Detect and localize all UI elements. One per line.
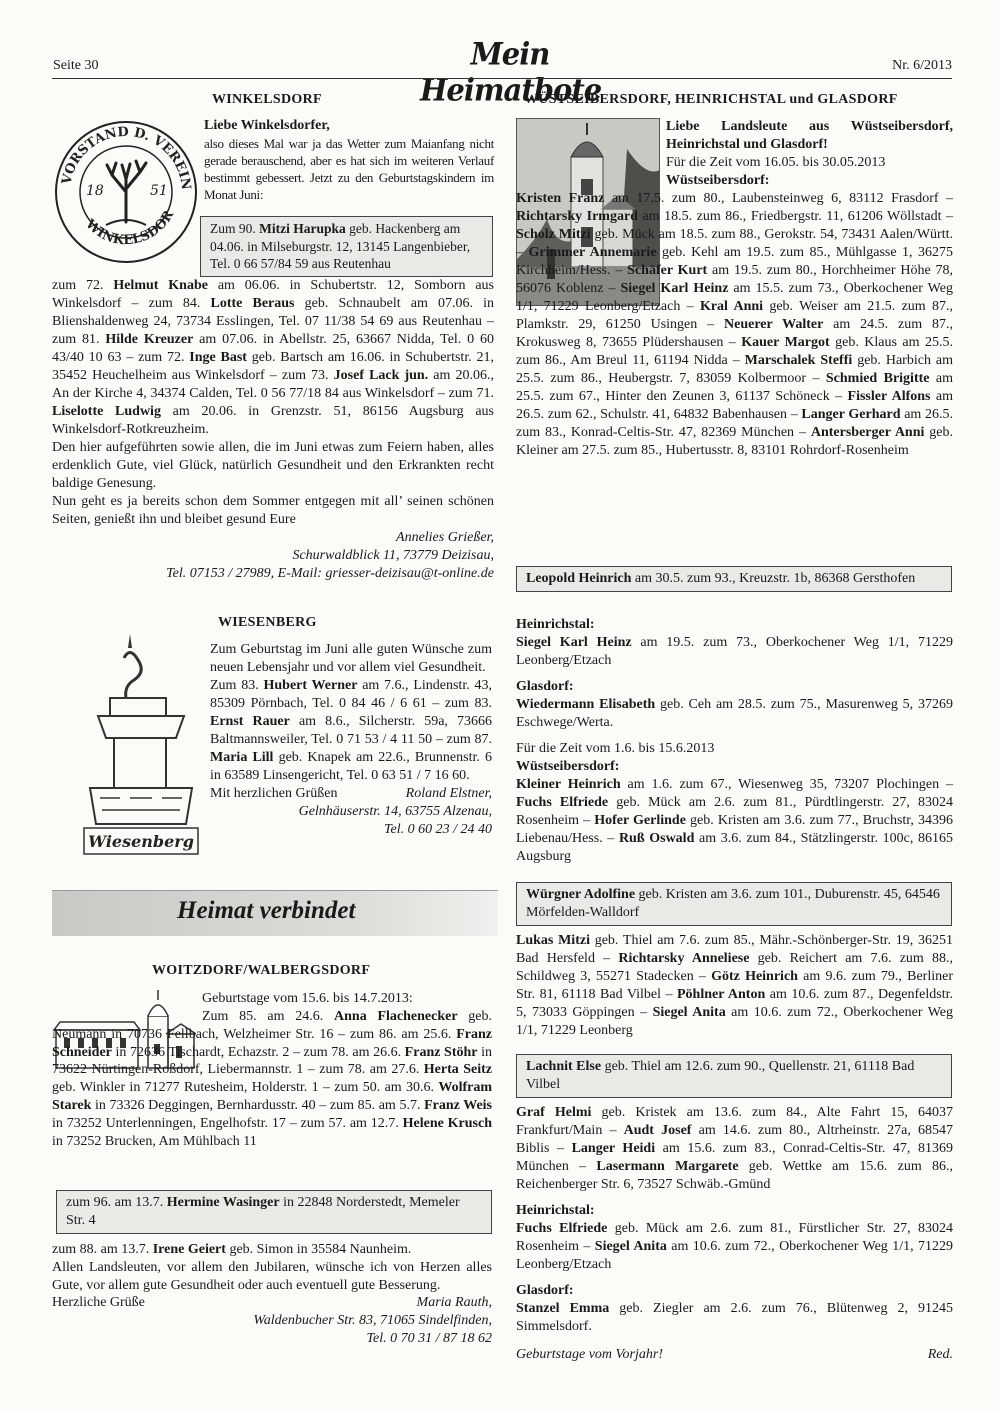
woitzdorf-body: [52, 1008, 492, 1150]
person-name: Marschalek Steffi: [744, 353, 853, 368]
footer-note-row: [516, 1346, 953, 1364]
woitzdorf-signature-name: Maria Rauth,: [416, 1295, 492, 1311]
entry-text: geb. Mück am 2.6. zum 81., Fürstlicher Str. 27, 83024 Rosenheim –: [516, 1221, 953, 1254]
woitzdorf-period: Geburtstage vom 15.6. bis 14.7.2013:: [202, 991, 413, 1006]
person-name: Kleiner Heinrich: [516, 777, 621, 792]
heinrichstal-list-2: [516, 1220, 953, 1274]
woitzdorf-highlight-box: [56, 1190, 492, 1234]
entry-text: am 26.5. zum 62., Schulstr. 41, 64832 Babenhausen –: [516, 389, 953, 422]
box-suffix: geb. Hackenberg am 04.06. in Milseburgstr. 12, 13145 Langenbieber, Tel. 0 66 57/84 59 aus Reutenhau: [210, 221, 471, 271]
woitzdorf-after: [52, 1241, 492, 1259]
person-name: Audt Josef: [623, 1123, 692, 1138]
heimat-verbindet-banner: [52, 890, 498, 936]
person-name: Richtarsky Anneliese: [618, 951, 750, 966]
banner-text: Heimat verbindet: [177, 897, 356, 924]
person-name: Scholz Mitzi: [516, 227, 591, 242]
person-name: Fuchs Elfriede: [516, 1221, 608, 1236]
winkelsdorf-signature-address: Schurwaldblick 11, 73779 Deizisau,: [292, 548, 494, 563]
section-title-woitzdorf: WOITZDORF/WALBERGSDORF: [152, 963, 371, 978]
entry-text: geb. Winkler in 71277 Rutesheim, Holderstr. 1 – zum 50. am 30.6.: [52, 1080, 439, 1096]
winkelsdorf-seal-icon: [52, 117, 200, 267]
wuest-period2: Für die Zeit vom 1.6. bis 15.6.2013: [516, 741, 715, 756]
person-name: Fuchs Elfriede: [516, 795, 609, 810]
box-suffix: geb. Thiel am 12.6. zum 90., Quellenstr. 21, 61118 Bad Vilbel: [526, 1059, 915, 1092]
svg-text:WINKELSDORF: WINKELSDOR: [82, 208, 178, 249]
person-name: Ernst Rauer: [210, 714, 290, 729]
entry-text: geb. Reichert am 7.6. zum 88., Schildweg 3, 55271 Stadecken –: [516, 951, 953, 984]
person-name: Maria Lill: [210, 750, 274, 765]
wuest-intro: [666, 118, 953, 190]
entry-text: am 19.5. zum 73., Oberkochener Weg 1/1, 71229 Leonberg/Etzach: [516, 635, 953, 668]
person-name: Götz Heinrich: [711, 969, 798, 984]
wuest-block-2: [516, 616, 953, 866]
svg-text:Wiesenberg: Wiesenberg: [88, 832, 194, 851]
entry-text: Zum 85. am 24.6.: [202, 1009, 335, 1024]
wuest-period1: Für die Zeit vom 16.05. bis 30.05.2013: [666, 155, 886, 170]
box-suffix: in 22848 Norderstedt, Memeler Str. 4: [66, 1195, 460, 1228]
entry-text: geb. Kehl am 19.5. zum 85., Mühlgasse 1, 36275 Kirchheim/Hess. –: [516, 245, 953, 278]
wiesenberg-body: [210, 641, 492, 839]
winkelsdorf-intro-text: also dieses Mal war ja das Wetter zum Maianfang nicht gerade berauschend, aber es hat sich im weiteren Verlauf bestimmt gebessert. Jetzt zu den Geburtstagskindern im Monat Juni:: [204, 136, 494, 202]
winkelsdorf-highlight-box: [200, 216, 493, 277]
person-name: Fissler Alfons: [847, 389, 931, 404]
wiesenberg-signature-name: Roland Elstner,: [405, 786, 492, 801]
wuest-block-4: [516, 1104, 953, 1364]
person-name: Kauer Margot: [741, 335, 830, 350]
wiesenberg-signature-contact: Tel. 0 60 23 / 24 40: [384, 822, 492, 837]
winkelsdorf-closing2: Nun geht es ja bereits schon dem Sommer entgegen mit all’ seinen schönen Seiten, genießt ihn und bleibet gesund Eure: [52, 494, 494, 527]
entry-text: am 26.5. zum 83., Konrad-Celtis-Str. 47, 82369 München –: [516, 407, 954, 440]
person-name: Josef Lack jun.: [333, 368, 429, 383]
entry-text: am 20.06., An der Kirche 4, 34374 Calden, Tel. 0 56 77/18 84 aus Winkelsdorf – zum 71.: [52, 368, 494, 401]
entry-text: geb. Kristen am 3.6. zum 77., Bruchstr, 34396 Liebenau/Hess. –: [516, 813, 954, 846]
box-name: Hermine Wasinger: [166, 1195, 280, 1210]
wuest-list-3-text: [516, 932, 953, 1040]
entry-text: am 17.5. zum 80., Laubensteinweg 6, 83112 Frasdorf –: [604, 191, 954, 206]
person-name: Lotte Beraus: [210, 296, 295, 311]
wiesenberg-intro: Zum Geburtstag im Juni alle guten Wünsche zum neuen Lebensjahr und vor allem viel Gesundheit.: [210, 642, 492, 675]
person-name: Irene Geiert: [152, 1242, 226, 1257]
person-name: Siegel Anita: [594, 1239, 667, 1254]
entry-text: am 10.6. zum 72., Oberkochener Weg 1/1, 71229 Leonberg: [516, 1005, 954, 1038]
woitzdorf-closing-block: [52, 1241, 492, 1348]
entry-text: am 15.5. zum 73., Oberkochener Weg 1/1, 71229 Leonberg/Etzach –: [516, 281, 953, 314]
entry-text: geb. Harbich am 25.5. zum 86., Heubergstr. 7, 83059 Kolbermoor –: [516, 353, 953, 386]
wiesenberg-list: [210, 677, 492, 785]
masthead-logo: Mein Heimatbote: [420, 36, 602, 108]
entry-text: geb. Schnaubelt am 07.06. in Blienshaldenweg 24, 73734 Esslingen, Tel. 07 11/38 54 69 aus Reutenhau – zum 81.: [52, 296, 494, 347]
person-name: Lukas Mitzi: [516, 933, 590, 948]
entry-text: am 10.6. zum 72., Oberkochener Weg 1/1, 71229 Leonberg/Etzach: [516, 1239, 953, 1272]
person-name: Hubert Werner: [263, 678, 358, 693]
person-name: Herta Seitz: [423, 1062, 492, 1078]
entry-text: am 8.6., Silcherstr. 59a, 73666 Baltmannsweiler, Tel. 0 71 53 / 4 11 50 – zum 87.: [210, 714, 492, 747]
person-name: Siegel Karl Heinz: [620, 281, 729, 296]
svg-text:VORSTAND D. VEREINT GEMEINDE: VORSTAND D. VEREIN: [59, 124, 194, 191]
glasdorf-list-2: [516, 1300, 953, 1336]
entry-text: geb. Kristek am 13.6. zum 84., Alte Fahrt 15, 64037 Frankfurt/Main –: [516, 1105, 953, 1138]
entry-text: geb. Ziegler am 2.6. zum 76., Blütenweg 2, 91245 Simmelsdorf.: [516, 1301, 954, 1334]
box-name: Würgner Adolfine: [526, 887, 636, 902]
section-title-wuestseibersdorf: WÜSTSEIBERSDORF, HEINRICHSTAL und GLASDORF: [524, 92, 898, 107]
entry-text: geb. Thiel am 7.6. zum 85., Mähr.-Schönberger-Str. 19, 36251 Bad Hersfeld –: [516, 933, 953, 966]
person-name: Langer Heidi: [571, 1141, 656, 1156]
entry-text: Zum 83.: [210, 678, 264, 693]
box-suffix: geb. Kristen am 3.6. zum 101., Duburenstr. 45, 64546 Mörfelden-Walldorf: [526, 887, 940, 920]
entry-text: geb. Kleiner am 27.5. zum 85., Hubertusstr. 8, 83101 Rohrdorf-Rosenheim: [516, 425, 954, 458]
entry-text: am 1.6. zum 67., Wiesenweg 35, 73207 Plochingen –: [620, 777, 953, 792]
issue-number: Nr. 6/2013: [892, 58, 952, 73]
winkelsdorf-closing1: Den hier aufgeführten sowie allen, die im Juni etwas zum Feiern haben, alles erdenklich Gute, viel Glück, natürlich Gesundheit und den Erkrankten recht baldige Genesung.: [52, 440, 494, 491]
person-name: Siegel Anita: [652, 1005, 726, 1020]
entry-text: am 19.5. zum 80., Horchheimer Höhe 78, 56076 Koblenz –: [516, 263, 953, 296]
entry-text: am 06.06. in Schubertstr. 12, Somborn aus Winkelsdorf – zum 84.: [52, 278, 494, 311]
wuest-list-2: [516, 776, 953, 866]
person-name: Liselotte Ludwig: [52, 404, 161, 419]
wuest-list-1-text: [516, 190, 953, 460]
wuest-highlight-box-1: [516, 566, 952, 592]
wuest-subhead-1: Wüstseibersdorf:: [666, 173, 770, 188]
wiesenberg-greeting-row: [210, 785, 492, 803]
woitzdorf-signature-contact: Tel. 0 70 31 / 87 18 62: [366, 1330, 492, 1346]
entry-text: geb. Mück am 2.6. zum 81., Pürdtlingerstr. 27, 83024 Rosenheim –: [516, 795, 953, 828]
entry-text: am 7.6., Lindenstr. 43, 85309 Pörnbach, Tel. 0 84 46 / 6 61 – zum 83.: [210, 678, 492, 711]
person-name: Antersberger Anni: [810, 425, 925, 440]
person-name: Kral Anni: [699, 299, 764, 314]
entry-text: am 14.6. zum 80., Altrheinstr. 27a, 68547 Biblis –: [516, 1123, 954, 1156]
person-name: Wolfram Starek: [52, 1080, 492, 1113]
winkelsdorf-body: [52, 277, 494, 583]
wuest-list-1: [516, 190, 953, 460]
box-prefix: Zum 90.: [210, 221, 260, 236]
wuest-list-4: [516, 1104, 953, 1194]
person-name: Schäfer Kurt: [627, 263, 708, 278]
person-name: Graf Helmi: [516, 1105, 592, 1120]
person-name: Helene Krusch: [402, 1115, 492, 1131]
glasdorf-subhead-1: Glasdorf:: [516, 679, 574, 694]
winkelsdorf-intro: [204, 117, 494, 203]
entry-text: am 24.5. zum 87., Krokusweg 8, 73655 Plüdershausen –: [516, 317, 953, 350]
person-name: Franz Schneider: [52, 1026, 492, 1060]
person-name: Franz Stöhr: [404, 1044, 478, 1060]
person-name: Stanzel Emma: [516, 1301, 610, 1316]
heinrichstal-subhead-1: Heinrichstal:: [516, 617, 595, 632]
wiesenberg-greet: Mit herzlichen Grüßen: [210, 786, 338, 801]
entry-text: am 9.6. zum 79., Berliner Str. 81, 61118 Bad Vilbel –: [516, 969, 953, 1002]
entry-text: geb. Simon in 35584 Naunheim.: [225, 1242, 412, 1257]
person-name: Anna Flachenecker: [334, 1009, 458, 1024]
person-name: Siegel Karl Heinz: [516, 635, 632, 650]
box-name: Lachnit Else: [526, 1059, 602, 1074]
entry-text: in 73252 Brucken, Am Mühlbach 11: [52, 1133, 257, 1149]
entry-text: in 72636 Tischardt, Echazstr. 2 – zum 78. am 26.6.: [111, 1044, 405, 1060]
entry-text: geb. Neumann in 70736 Fellbach, Welzheimer Str. 16 – zum 86. am 25.6.: [52, 1009, 493, 1042]
entry-text: geb. Mück am 18.5. zum 88., Gerokstr. 54, 73431 Aalen/Württ. –: [516, 227, 954, 260]
box-name: Mitzi Harupka: [259, 221, 346, 236]
woitzdorf-list: [52, 1008, 492, 1150]
svg-text:51: 51: [150, 183, 168, 199]
wuest-highlight-box-2: [516, 882, 952, 926]
person-name: Pöhlner Anton: [676, 987, 766, 1002]
entry-text: geb. Klaus am 25.5. zum 86., Am Breul 11, 61194 Nidda –: [516, 335, 953, 368]
winkelsdorf-signature-contact: Tel. 07153 / 27989, E-Mail: griesser-deizisau@t-online.de: [166, 566, 494, 581]
woitzdorf-closing: Allen Landsleuten, vor allem den Jubilaren, wünsche ich von Herzen alles Gute, vor allem gute Gesundheit oder auch eventuell gute Besserung.: [52, 1259, 492, 1293]
entry-text: geb. Bartsch am 16.06. in Schubertstr. 21, 35452 Heuchelheim aus Winkelsdorf – zum 73.: [52, 350, 494, 383]
entry-text: am 20.06. in Grenzstr. 51, 86156 Augsburg aus Winkelsdorf-Rotkreuzheim.: [52, 404, 494, 437]
header-rule: [52, 78, 952, 79]
footer-note: Geburtstage vom Vorjahr!: [516, 1347, 663, 1362]
box-name: Leopold Heinrich: [526, 571, 632, 586]
wuest-greeting: Liebe Landsleute aus Wüstseibersdorf, Heinrichstal und Glasdorf!: [666, 119, 953, 152]
entry-text: am 18.5. zum 86., Friedbergstr. 11, 61206 Wöllstadt –: [637, 209, 953, 224]
person-name: Hofer Gerlinde: [594, 813, 686, 828]
entry-text: geb. Ceh am 28.5. zum 75., Masurenweg 5, 37269 Eschwege/Werta.: [516, 697, 953, 730]
entry-text: in 73622 Nürtingen-Roßdorf, Liebermannstr. 1 – zum 78. am 27.6.: [52, 1044, 492, 1078]
entry-text: geb. Wettke am 15.6. zum 86., Reichenberger Str. 6, 73527 Schwäb.-Gmünd: [516, 1159, 953, 1192]
woitzdorf-greeting-row: [52, 1294, 492, 1312]
entry-text: am 15.6. zum 83., Conrad-Celtis-Str. 47, 81369 München –: [516, 1141, 953, 1174]
wiesenberg-fountain-icon: [80, 628, 202, 858]
svg-text:18: 18: [86, 183, 104, 199]
winkelsdorf-list: [52, 277, 494, 439]
box-suffix: am 30.5. zum 93., Kreuzstr. 1b, 86368 Gersthofen: [631, 571, 916, 586]
box-prefix: zum 96. am 13.7.: [66, 1195, 167, 1210]
person-name: Grimmer Annemarie: [528, 245, 657, 260]
entry-text: am 25.5. zum 67., Hinter den Zeunen 3, 61137 Schöneck –: [516, 371, 953, 404]
entry-text: in 73326 Deggingen, Bernhardusstr. 40 – zum 85. am 5.7.: [91, 1097, 425, 1113]
person-name: Wiedermann Elisabeth: [516, 697, 656, 712]
wuest-highlight-box-3: [516, 1054, 952, 1098]
winkelsdorf-signature-name: Annelies Grießer,: [396, 530, 494, 545]
entry-text: am 10.6. zum 87., Degenfeldstr. 5, 73033 Göppingen –: [516, 987, 953, 1020]
person-name: Franz Weis: [424, 1097, 492, 1113]
section-title-winkelsdorf: WINKELSDORF: [212, 92, 322, 107]
entry-text: geb. Knapek am 22.6., Brunnenstr. 6 in 63589 Linsengericht, Tel. 0 63 51 / 7 16 60.: [210, 750, 492, 783]
person-name: Schmied Brigitte: [825, 371, 930, 386]
entry-text: in 73252 Unterlenningen, Engelhofstr. 17 – zum 57. am 12.7.: [52, 1115, 403, 1131]
woitzdorf-intro: [202, 990, 492, 1008]
woitzdorf-signature-address: Waldenbucher Str. 83, 71065 Sindelfinden,: [253, 1313, 492, 1329]
person-name: Inge Bast: [189, 350, 247, 365]
winkelsdorf-greeting: Liebe Winkelsdorfer,: [204, 118, 330, 133]
heinrichstal-list-1: [516, 634, 953, 670]
footer-red: Red.: [927, 1347, 953, 1362]
person-name: Ruß Oswald: [618, 831, 695, 846]
wuest-list-3: [516, 932, 953, 1040]
person-name: Hilde Kreuzer: [105, 332, 194, 347]
entry-text: am 3.6. zum 84., Stätzlingerstr. 100c, 86165 Augsburg: [516, 831, 954, 864]
entry-text: zum 88. am 13.7.: [52, 1242, 153, 1257]
person-name: Langer Gerhard: [801, 407, 901, 422]
wuest-subhead-2: Wüstseibersdorf:: [516, 759, 620, 774]
glasdorf-list-1: [516, 696, 953, 732]
section-title-wiesenberg: WIESENBERG: [218, 615, 317, 630]
person-name: Kristen Franz: [516, 191, 605, 206]
woitzdorf-greet: Herzliche Grüße: [52, 1295, 145, 1311]
heinrichstal-subhead-2: Heinrichstal:: [516, 1203, 595, 1218]
person-name: Richtarsky Irmgard: [516, 209, 638, 224]
entry-text: geb. Weiser am 21.5. zum 87., Plamkstr. 29, 61250 Usingen –: [516, 299, 953, 332]
wiesenberg-signature-address: Gelnhäuserstr. 14, 63755 Alzenau,: [298, 804, 492, 819]
page-number: Seite 30: [53, 58, 99, 73]
entry-text: am 07.06. in Abellstr. 25, 63667 Nidda, Tel. 0 60 43/40 10 63 – zum 72.: [52, 332, 494, 365]
glasdorf-subhead-2: Glasdorf:: [516, 1283, 574, 1298]
entry-text: zum 72.: [52, 278, 114, 293]
person-name: Helmut Knabe: [113, 278, 208, 293]
person-name: Lasermann Margarete: [596, 1159, 739, 1174]
person-name: Neuerer Walter: [724, 317, 824, 332]
